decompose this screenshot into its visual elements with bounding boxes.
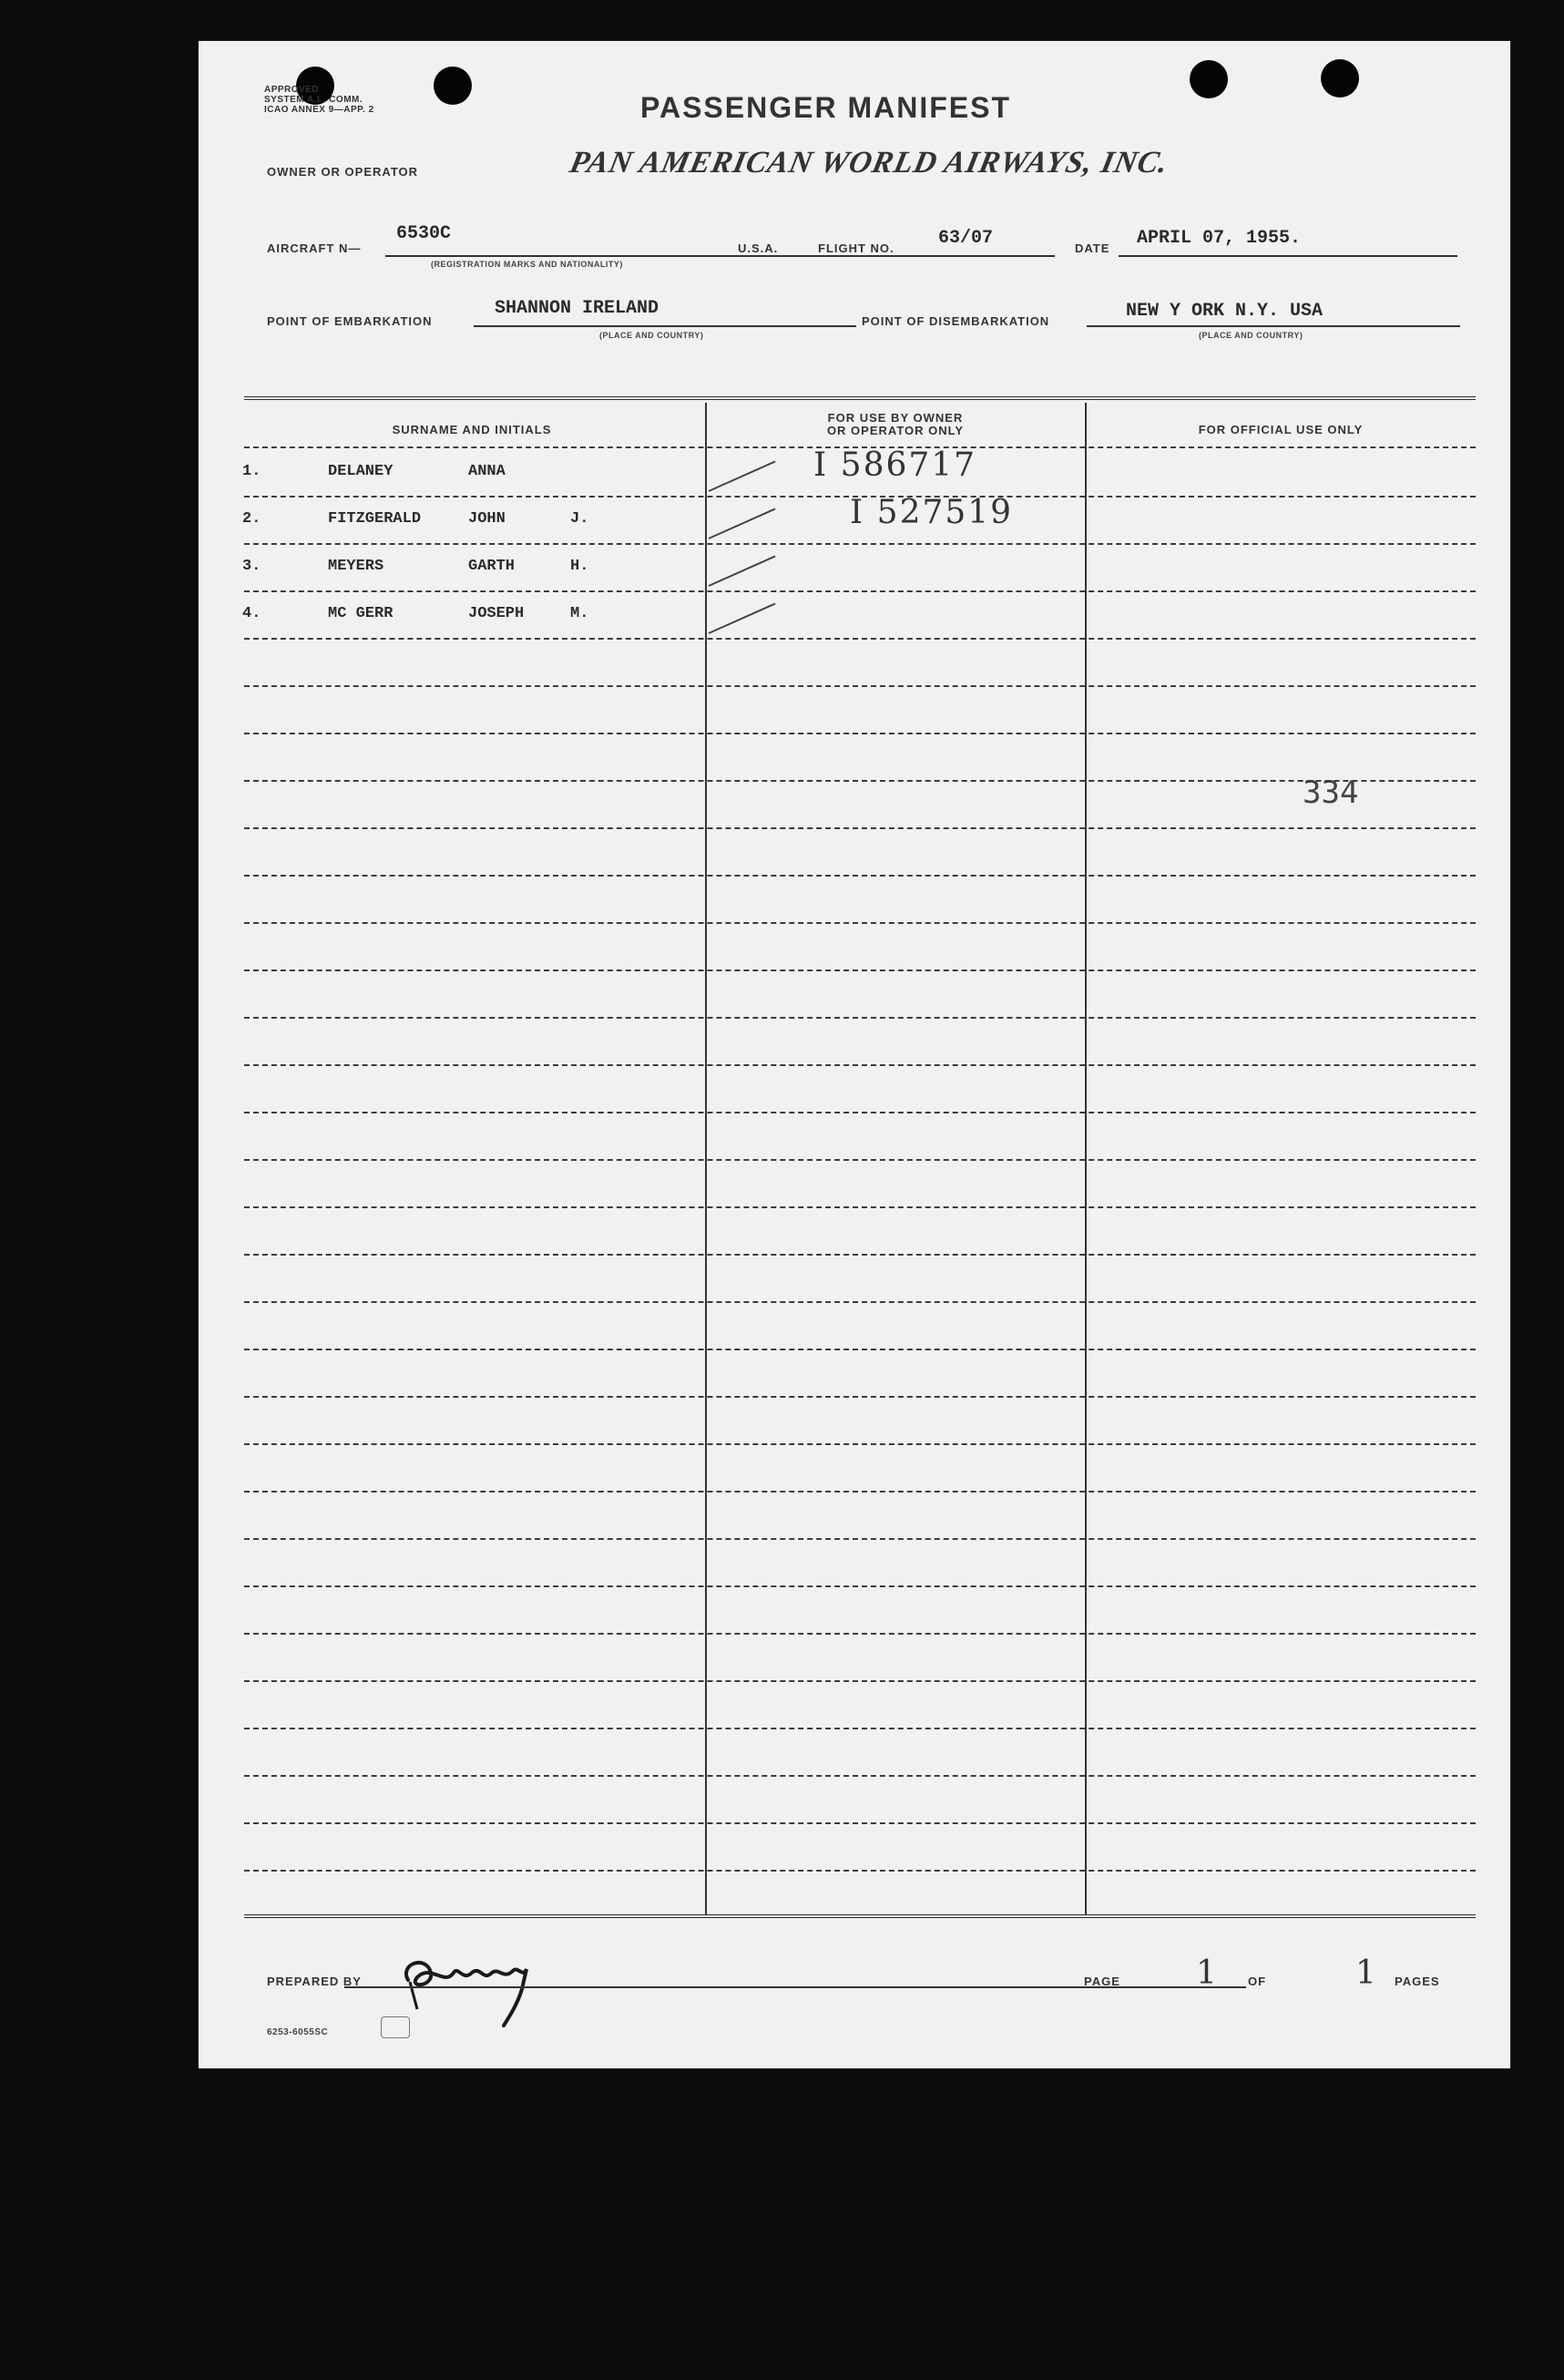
check-slash	[709, 508, 776, 539]
flight-label: FLIGHT NO.	[818, 241, 894, 255]
passenger-surname: MC GERR	[328, 605, 394, 622]
table-bottom-rule	[244, 1914, 1476, 1918]
punch-hole	[1321, 59, 1359, 97]
airline-name: PAN AMERICAN WORLD AIRWAYS, INC.	[567, 146, 1172, 180]
prepared-by-label: PREPARED BY	[267, 1975, 362, 1988]
page-title: PASSENGER MANIFEST	[640, 91, 1011, 124]
row-rule	[244, 969, 1476, 971]
passenger-initial: H.	[570, 558, 589, 575]
column-header-official: FOR OFFICIAL USE ONLY	[1198, 423, 1364, 436]
form-number: 6253-6055SC	[267, 2027, 329, 2037]
row-rule	[244, 1775, 1476, 1777]
check-slash	[709, 603, 776, 634]
check-slash	[709, 556, 776, 587]
embarkation-label: POINT OF EMBARKATION	[267, 314, 433, 328]
union-label-mark	[381, 2016, 410, 2038]
row-rule	[244, 1538, 1476, 1540]
disembarkation-label: POINT OF DISEMBARKATION	[862, 314, 1050, 328]
row-rule	[244, 1017, 1476, 1019]
row-rule	[244, 1159, 1476, 1161]
row-rule	[244, 1443, 1476, 1445]
flight-date: APRIL 07, 1955.	[1137, 228, 1302, 249]
row-rule	[244, 1206, 1476, 1208]
passenger-given-name: ANNA	[468, 463, 506, 480]
disembarkation-place: NEW Y ORK N.Y. USA	[1126, 301, 1324, 322]
punch-hole	[434, 67, 472, 105]
passport-number: I 527519	[850, 494, 1014, 531]
date-underline	[1119, 255, 1457, 257]
of-label: OF	[1248, 1975, 1267, 1988]
punch-hole	[1190, 60, 1228, 98]
passenger-initial: M.	[570, 605, 589, 622]
row-number: 4.	[242, 605, 261, 622]
row-rule	[244, 1349, 1476, 1350]
passenger-surname: MEYERS	[328, 558, 384, 575]
flight-number: 63/07	[938, 228, 994, 249]
check-slash	[709, 461, 776, 492]
owner-label: OWNER OR OPERATOR	[267, 165, 419, 179]
date-label: DATE	[1075, 241, 1110, 255]
row-rule	[244, 1680, 1476, 1682]
row-rule	[244, 733, 1476, 734]
approval-block: APPROVED SYSTEM A.L. COMM. ICAO ANNEX 9—APP. 2	[264, 85, 374, 115]
official-stamp-number: 334	[1303, 775, 1359, 811]
row-rule	[244, 780, 1476, 782]
row-rule	[244, 590, 1476, 592]
passenger-given-name: JOSEPH	[468, 605, 525, 622]
flight-underline	[909, 255, 1055, 257]
column-header-owner: FOR USE BY OWNER OR OPERATOR ONLY	[826, 411, 965, 437]
page-label: PAGE	[1084, 1975, 1120, 1988]
embarkation-caption: (PLACE AND COUNTRY)	[599, 331, 704, 340]
row-rule	[244, 1491, 1476, 1493]
row-rule	[244, 1064, 1476, 1066]
row-rule	[244, 1585, 1476, 1587]
row-rule	[244, 1396, 1476, 1398]
row-rule	[244, 875, 1476, 877]
row-rule	[244, 543, 1476, 545]
row-number: 1.	[242, 463, 261, 480]
row-rule	[244, 1870, 1476, 1872]
table-top-rule	[244, 396, 1476, 400]
row-number: 2.	[242, 510, 261, 528]
passenger-surname: DELANEY	[328, 463, 394, 480]
row-rule	[244, 1301, 1476, 1303]
passenger-given-name: GARTH	[468, 558, 516, 575]
page-number: 1	[1196, 1954, 1219, 1992]
aircraft-number: 6530C	[396, 223, 452, 244]
row-rule	[244, 1822, 1476, 1824]
registration-caption: (REGISTRATION MARKS AND NATIONALITY)	[431, 260, 623, 269]
row-rule	[244, 1633, 1476, 1635]
row-rule	[244, 1254, 1476, 1256]
passenger-surname: FITZGERALD	[328, 510, 422, 528]
row-number: 3.	[242, 558, 261, 575]
aircraft-label: AIRCRAFT N—	[267, 241, 362, 255]
row-rule	[244, 1728, 1476, 1729]
aircraft-underline	[385, 255, 918, 257]
nationality: U.S.A.	[738, 241, 779, 255]
row-rule	[244, 638, 1476, 640]
column-header-names: SURNAME AND INITIALS	[392, 423, 552, 436]
disembarkation-caption: (PLACE AND COUNTRY)	[1199, 331, 1303, 340]
embarkation-place: SHANNON IRELAND	[495, 298, 659, 319]
passport-number: I 586717	[813, 446, 977, 484]
row-rule	[244, 685, 1476, 687]
manifest-page	[199, 41, 1510, 2068]
embarkation-underline	[474, 325, 856, 327]
row-rule	[244, 827, 1476, 829]
pages-label: PAGES	[1395, 1975, 1440, 1988]
disembarkation-underline	[1087, 325, 1460, 327]
passenger-given-name: JOHN	[468, 510, 506, 528]
passenger-initial: J.	[570, 510, 589, 528]
row-rule	[244, 922, 1476, 924]
row-rule	[244, 1112, 1476, 1113]
page-total: 1	[1355, 1954, 1378, 1992]
